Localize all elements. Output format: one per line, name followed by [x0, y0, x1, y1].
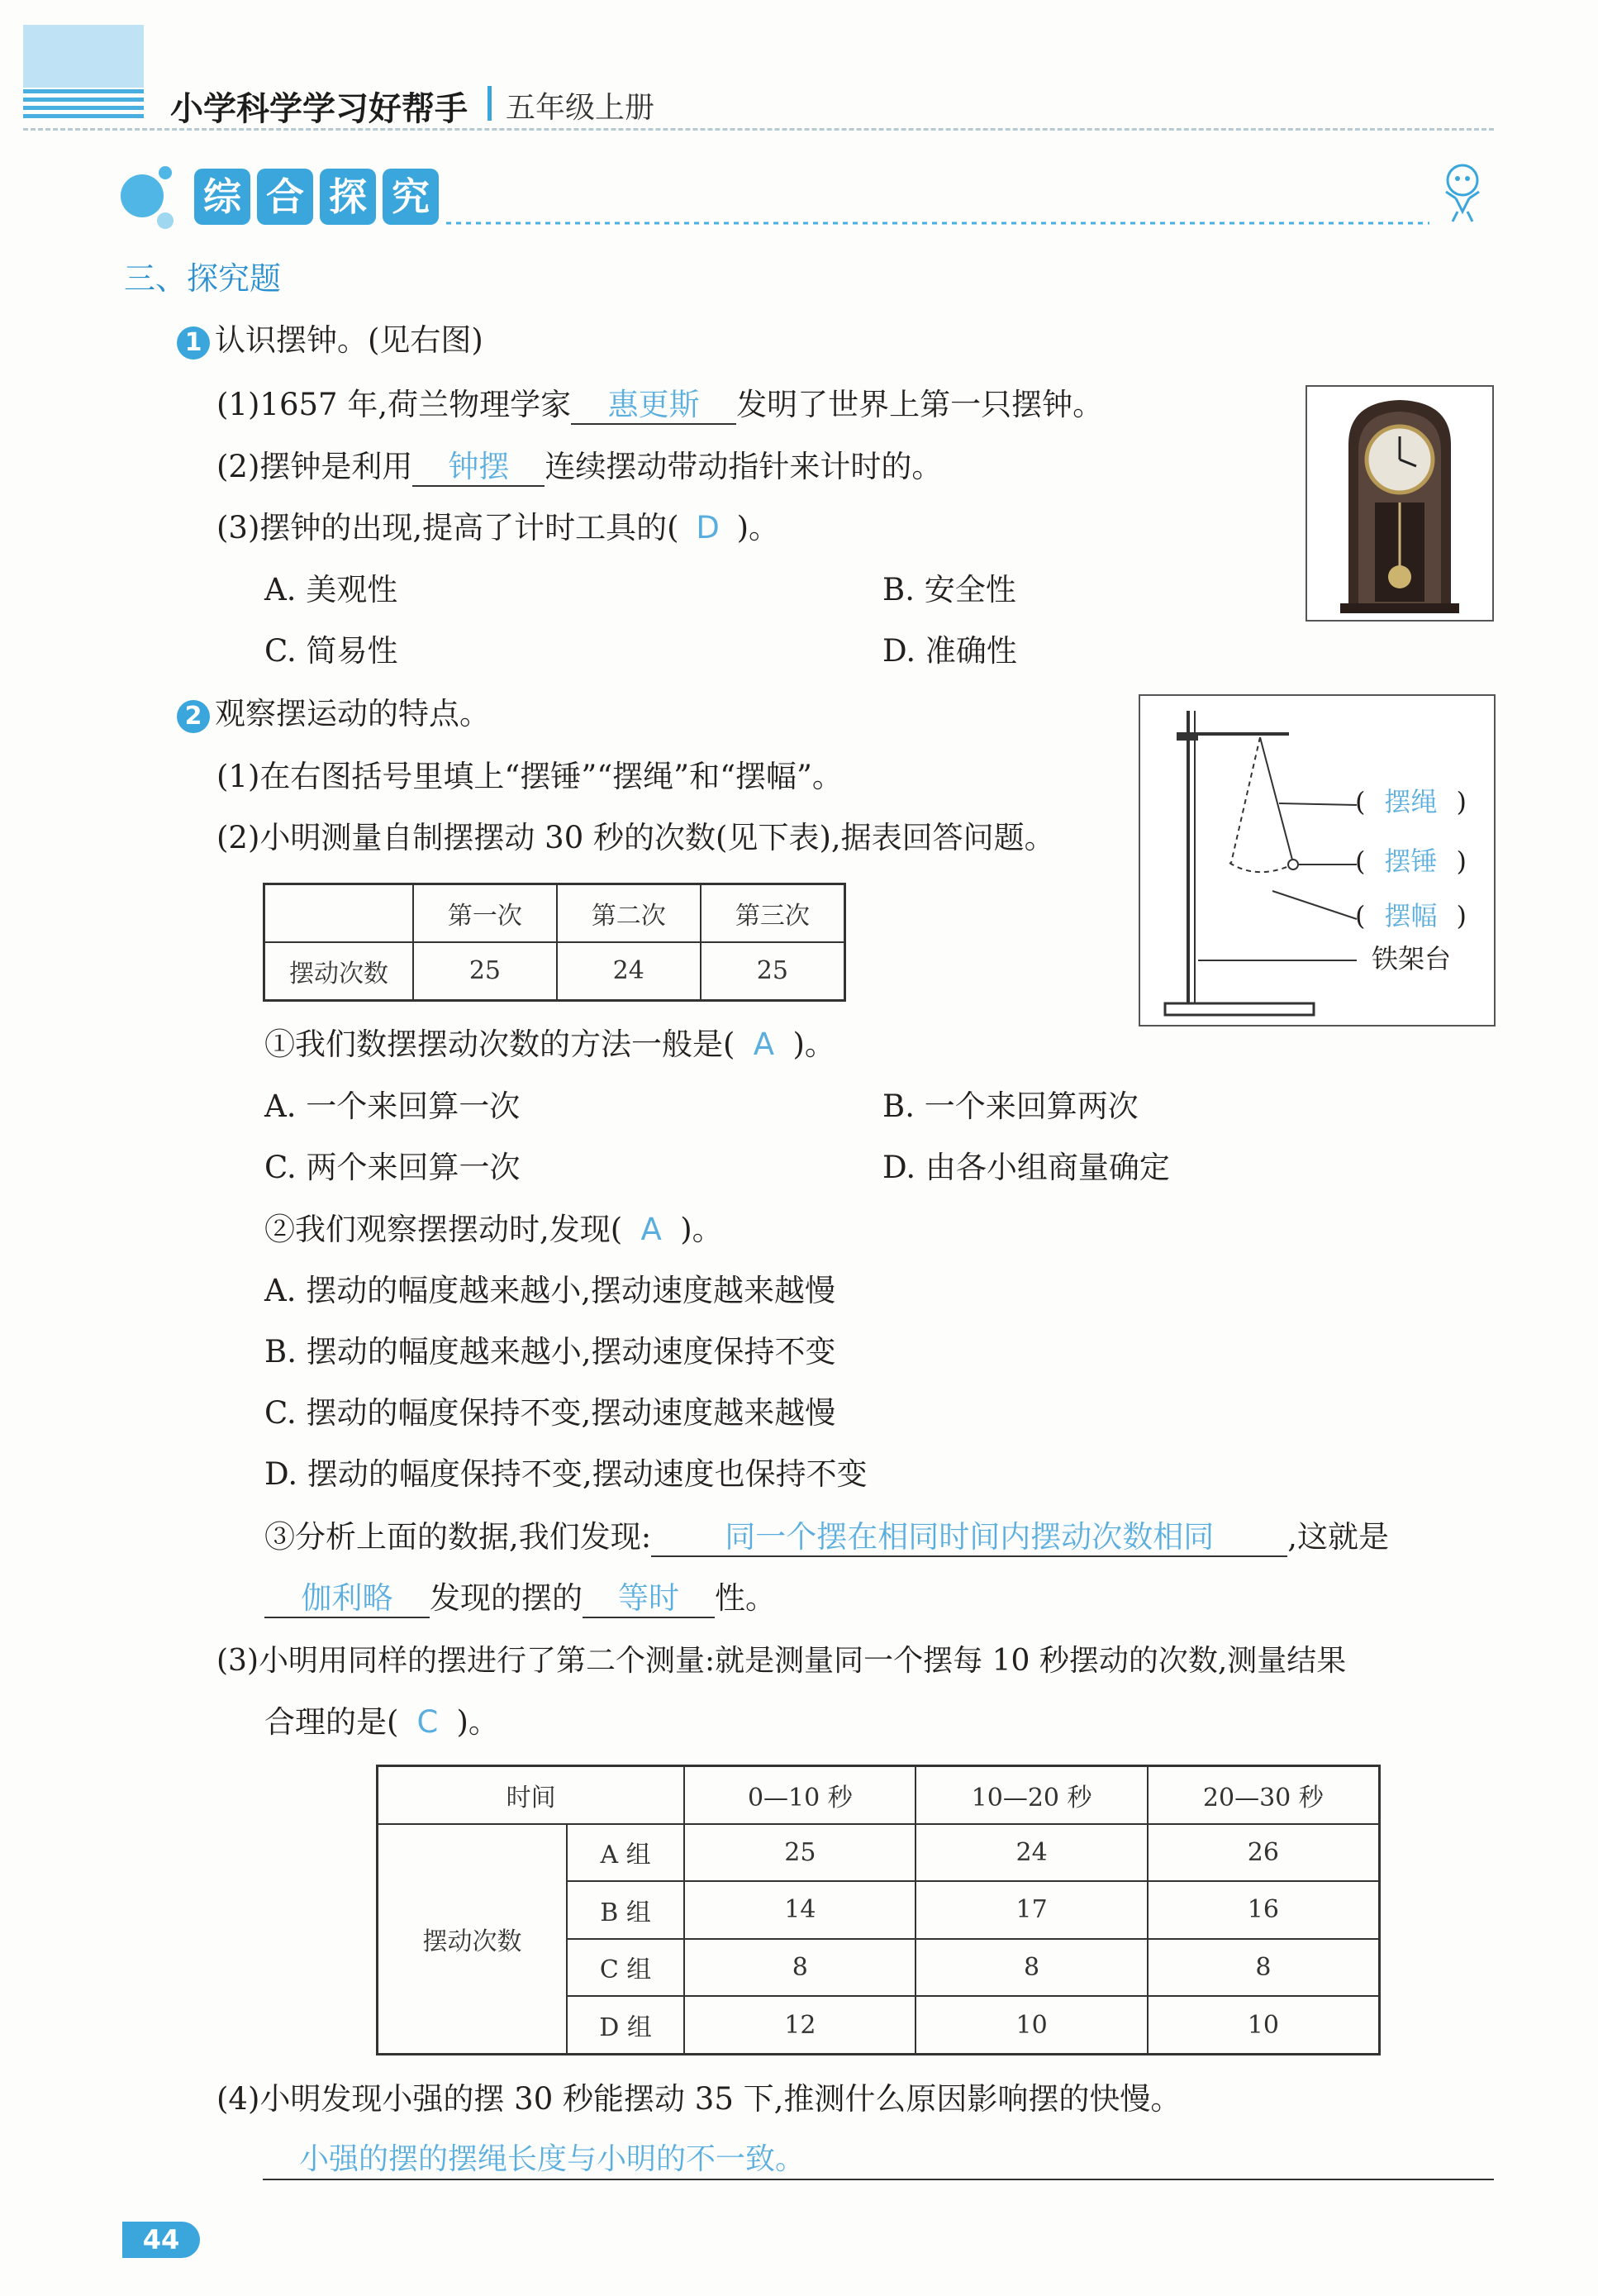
q2-title-text: 观察摆运动的特点。 — [215, 696, 490, 731]
group-table-cell: 24 — [916, 1824, 1147, 1882]
q2-p3-pre: 合理的是( — [264, 1704, 399, 1740]
count-table-cell: 24 — [557, 942, 701, 1001]
group-table-cell: 17 — [916, 1881, 1147, 1939]
label-amplitude-answer: 摆幅 — [1384, 900, 1438, 931]
diagram-label-bob — [1355, 843, 1467, 879]
q2-s2-pre: ②我们观察摆摆动时,发现( — [264, 1212, 623, 1247]
q1-optB: B. 安全性 — [882, 572, 1016, 607]
q2-p1: (1)在右图括号里填上“摆锤”“摆绳”和“摆幅”。 — [216, 759, 843, 794]
q1-p1-post: 发明了世界上第一只摆钟。 — [736, 387, 1104, 422]
mascot-icon — [1429, 159, 1496, 225]
q2-p3-post: )。 — [456, 1704, 499, 1740]
group-table-cell: 10 — [916, 1996, 1147, 2054]
count-table-cell: 25 — [701, 942, 845, 1001]
group-table-cell: 12 — [684, 1996, 916, 2054]
q2-s2-post: )。 — [680, 1212, 723, 1247]
q1-p2 — [216, 447, 942, 487]
q1-title-text: 认识摆钟。(见右图) — [215, 322, 483, 358]
count-table-header: 第一次 — [413, 884, 557, 942]
q2-p4: (4)小明发现小强的摆 30 秒能摆动 35 下,推测什么原因影响摆的快慢。 — [216, 2081, 1182, 2117]
q2-s3-line2 — [264, 1579, 776, 1618]
label-open: ( — [1355, 846, 1366, 877]
q2-p4-answer: 小强的摆的摆绳长度与小明的不一致。 — [299, 2142, 806, 2176]
q2-p4-answer-line — [263, 2141, 1494, 2180]
banner-tiles — [194, 169, 439, 225]
q1-p2-post: 连续摆动带动指针来计时的。 — [545, 449, 943, 484]
q2-s1-optC: C. 两个来回算一次 — [264, 1150, 521, 1185]
q2-s2-optD: D. 摆动的幅度保持不变,摆动速度也保持不变 — [264, 1456, 868, 1492]
banner-char-4: 究 — [383, 169, 439, 225]
q2-s3-line1 — [264, 1517, 1389, 1557]
q2-s3-mid2: 发现的摆的 — [430, 1580, 583, 1616]
group-table-row-label: 摆动次数 — [378, 1824, 567, 2055]
group-table-col-header: 10—20 秒 — [916, 1766, 1147, 1824]
label-open: ( — [1355, 786, 1366, 817]
q1-title — [177, 321, 483, 360]
q2-badge: 2 — [177, 700, 210, 733]
group-label: B 组 — [567, 1881, 684, 1939]
q2-s3-post: 性。 — [715, 1580, 776, 1616]
q1-optD: D. 准确性 — [882, 633, 1017, 669]
q2-s3-answer-3: 等时 — [583, 1580, 715, 1618]
group-label: C 组 — [567, 1939, 684, 1997]
banner-char-1: 综 — [194, 169, 250, 225]
page-number: 44 — [122, 2222, 200, 2258]
q2-p3-line2 — [264, 1703, 499, 1742]
q1-p1-answer: 惠更斯 — [571, 387, 736, 425]
q1-optC: C. 简易性 — [264, 633, 398, 669]
q2-s2-optC: C. 摆动的幅度保持不变,摆动速度越来越慢 — [264, 1395, 836, 1431]
q2-s1-optD: D. 由各小组商量确定 — [882, 1150, 1170, 1185]
label-rope-answer: 摆绳 — [1384, 786, 1438, 817]
group-table-cell: 8 — [916, 1939, 1147, 1997]
diagram-label-rope — [1355, 784, 1467, 820]
stripes-decoration — [23, 25, 144, 122]
group-table-cell: 26 — [1148, 1824, 1380, 1882]
q2-s1-optA: A. 一个来回算一次 — [264, 1088, 521, 1124]
section-heading: 三、探究题 — [124, 260, 282, 297]
banner-char-3: 探 — [320, 169, 376, 225]
count-table-corner — [264, 884, 414, 942]
group-label: D 组 — [567, 1996, 684, 2054]
q1-p2-pre: (2)摆钟是利用 — [216, 449, 413, 484]
q1-p3 — [216, 508, 779, 548]
group-table-cell: 25 — [684, 1824, 916, 1882]
header-divider — [487, 86, 492, 121]
count-table-header: 第二次 — [557, 884, 701, 942]
q2-s2-optB: B. 摆动的幅度越来越小,摆动速度保持不变 — [264, 1334, 836, 1370]
count-table-cell: 25 — [413, 942, 557, 1001]
header-stripes — [23, 25, 144, 122]
q2-s3-answer-2: 伽利略 — [264, 1580, 430, 1618]
group-count-table — [376, 1765, 1381, 2055]
pendulum-clock-image — [1306, 385, 1494, 622]
group-table-cell: 14 — [684, 1881, 916, 1939]
group-table-time-header: 时间 — [378, 1766, 685, 1824]
q2-s3-answer-1: 同一个摆在相同时间内摆动次数相同 — [651, 1519, 1287, 1557]
q1-p3-pre: (3)摆钟的出现,提高了计时工具的( — [216, 510, 679, 545]
group-table-cell: 10 — [1148, 1996, 1380, 2054]
q2-s3-mid: ,这就是 — [1287, 1519, 1389, 1555]
group-table-cell: 16 — [1148, 1881, 1380, 1939]
q1-p2-answer: 钟摆 — [412, 449, 545, 487]
q1-optA: A. 美观性 — [264, 572, 398, 607]
q1-badge: 1 — [177, 326, 210, 360]
group-table-col-header: 0—10 秒 — [684, 1766, 916, 1824]
label-open: ( — [1355, 900, 1366, 931]
clock-icon — [1307, 387, 1492, 620]
label-close: ) — [1456, 846, 1467, 877]
group-label: A 组 — [567, 1824, 684, 1882]
q2-s1-post: )。 — [792, 1027, 835, 1062]
label-close: ) — [1456, 786, 1467, 817]
q2-s1 — [264, 1025, 835, 1065]
banner-char-2: 合 — [257, 169, 313, 225]
label-close: ) — [1456, 900, 1467, 931]
group-table-cell: 8 — [684, 1939, 916, 1997]
diagram-label-amplitude — [1355, 898, 1467, 934]
q2-s3-pre: ③分析上面的数据,我们发现: — [264, 1519, 652, 1555]
header-subtitle: 五年级上册 — [506, 91, 655, 125]
count-table — [263, 883, 846, 1002]
q2-p2: (2)小明测量自制摆摆动 30 秒的次数(见下表),据表回答问题。 — [216, 820, 1055, 855]
q2-s2 — [264, 1210, 723, 1250]
header-rule — [23, 128, 1494, 131]
q1-p3-post: )。 — [736, 510, 780, 545]
q1-p1-pre: (1)1657 年,荷兰物理学家 — [216, 387, 572, 422]
q2-s1-optB: B. 一个来回算两次 — [882, 1088, 1139, 1124]
label-bob-answer: 摆锤 — [1384, 846, 1438, 877]
count-table-row-label: 摆动次数 — [264, 942, 414, 1001]
group-table-cell: 8 — [1148, 1939, 1380, 1997]
q2-title — [177, 694, 490, 734]
q1-p1 — [216, 385, 1103, 425]
q2-p3-line1: (3)小明用同样的摆进行了第二个测量:就是测量同一个摆每 10 秒摆动的次数,测量结果 — [216, 1644, 1347, 1678]
q2-s2-optA: A. 摆动的幅度越来越小,摆动速度越来越慢 — [264, 1273, 836, 1308]
header-title: 小学科学学习好帮手 — [170, 90, 468, 128]
diagram-label-stand: 铁架台 — [1372, 943, 1452, 974]
q2-p3-answer: C — [416, 1704, 439, 1740]
count-table-header: 第三次 — [701, 884, 845, 942]
q1-p3-answer: D — [696, 510, 720, 545]
q2-s1-answer: A — [753, 1027, 775, 1062]
group-table-col-header: 20—30 秒 — [1148, 1766, 1380, 1824]
q2-s2-answer: A — [640, 1212, 662, 1247]
q2-s1-pre: ①我们数摆摆动次数的方法一般是( — [264, 1027, 735, 1062]
